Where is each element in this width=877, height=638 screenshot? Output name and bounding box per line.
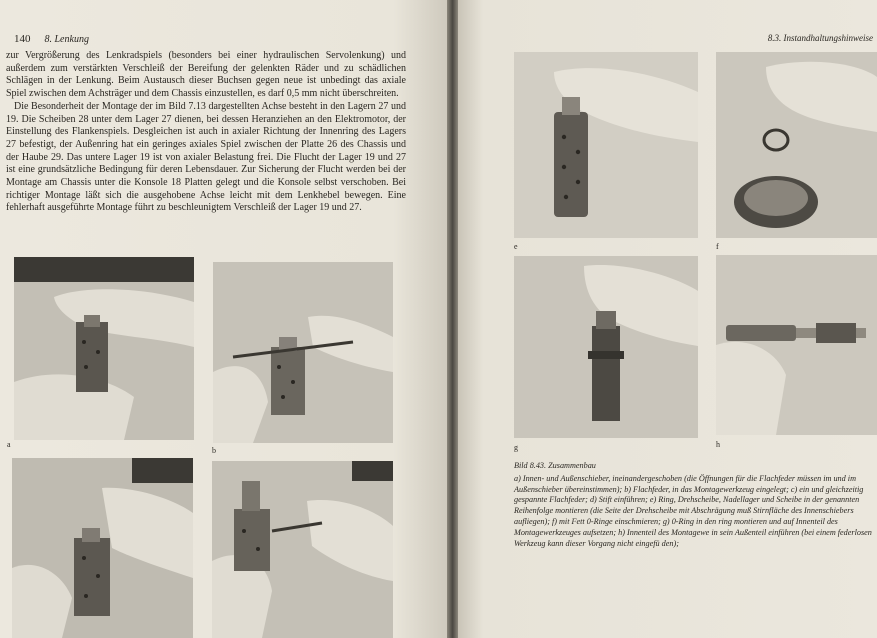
photo-label-f: f: [716, 242, 719, 251]
photo-h: [716, 255, 877, 435]
running-head-right: 8.3. Instandhaltungshinweise: [767, 33, 873, 43]
caption-title: Bild 8.43. Zusammenbau: [514, 461, 596, 470]
paragraph-2: Die Besonderheit der Montage der im Bild 7.13 dargestellten Achse besteht in den Lagern 27 und 19. Die Scheiben 28 unter dem Lager 27 dienen, bei dessen Heranziehen an den Elektromotor, der Einstellung des Flankenspiels. Desgleichen ist auch in axialer Richtung der Innenring des Lagers 27 befestigt, der Außenring hat ein geringes axiales Spiel zwischen der Platte 26 des Chassis und der Haube 29. Das untere Lager 19 ist von axialer Belastung frei. Die Flucht der Lager 19 und 27 ist eine grundsätzliche Bedingung für deren Lebensdauer. Zur Sicherung der Flucht werden bei der Montage am Chassis unter die Konsole 18 Platten gelegt und die Konsole selbst verschoben. Bei richtiger Montage läßt sich die ausgehobene Achse leicht mit dem Lenkhebel bewegen. Eine fehlerhaft ausgeführte Montage führt zu beschleunigtem Verschleiß der Lager 19 und 27.: [6, 100, 406, 214]
photo-f: [716, 52, 877, 238]
paragraph-1: zur Vergrößerung des Lenkradspiels (besonders bei einer hydraulischen Servolenkung) und außerdem zum verstärkten Verschleiß der Bereifung der gelenkten Räder und zu schädlichen Schlägen in der Lenkung. Beim Austausch dieser Buchsen gegen neue ist unbedingt das axiale Spiel zwischen dem Achsträger und dem Chassis einzustellen, es darf 0,5 mm nicht überschreiten.: [6, 50, 406, 100]
figure-caption: [514, 461, 876, 549]
photo-g: [514, 256, 698, 438]
photo-label-a: a: [7, 440, 11, 449]
photo-label-h: h: [716, 440, 720, 449]
photo-d: [212, 461, 393, 638]
photo-e: [514, 52, 698, 238]
photo-label-g: g: [514, 443, 518, 452]
book-gutter: [447, 0, 458, 638]
chapter-title: 8. Lenkung: [44, 34, 89, 45]
body-text: [6, 50, 406, 215]
running-head-left: [14, 33, 89, 45]
caption-text: a) Innen- und Außenschieber, ineinandergeschoben (die Öffnungen für die Flachfeder müssen im und im Außenschieber übereinstimmen); b) Flachfeder, in das Montagewerkzeug eingelegt; c) ein und gleichzeitig gespannte Flachfeder; d) Stift einführen; e) Ring, Drehscheibe, Nadellager und Scheibe in der genannten Reihenfolge montieren (die Seite der Drehscheibe mit Abschrägung muß Stirnfläche des Innenschiebers aufliegen); f) mit Fett 0-Ringe einschmieren; g) 0-Ring in den ring montieren und auf Innenteil des Montagewerkzeuges aufsetzen; h) Innenteil des Montagewe in sein Außenteil einführen (bei einem federlosen Werkzeug kann dieser Vorgang nicht eingefü den);: [514, 473, 872, 548]
photo-c: [12, 458, 193, 638]
photo-label-e: e: [514, 242, 518, 251]
photo-label-b: b: [212, 446, 216, 455]
photo-b: [213, 262, 393, 443]
photo-a: [14, 257, 194, 440]
page-number: 140: [14, 33, 31, 45]
